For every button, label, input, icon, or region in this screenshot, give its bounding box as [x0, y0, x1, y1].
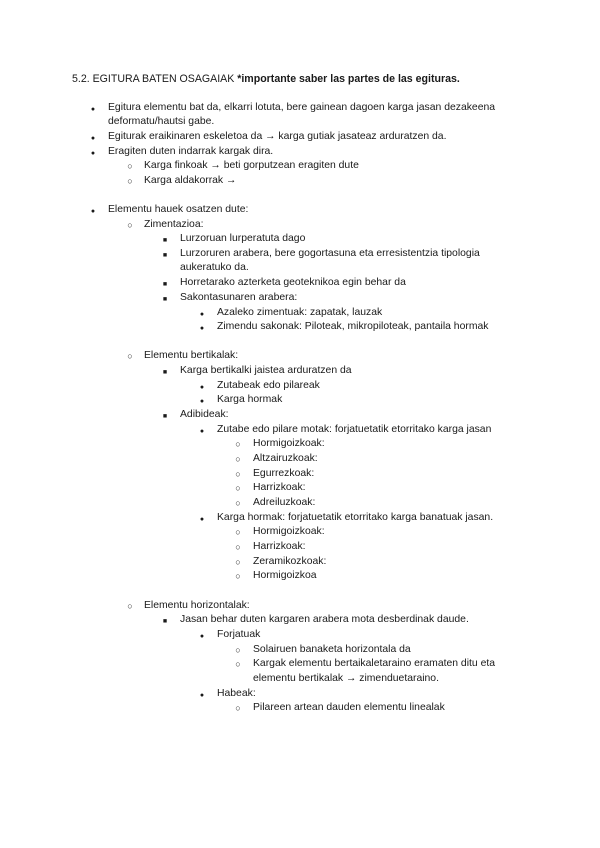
list-item-text: Horretarako azterketa geoteknikoa egin behar da [180, 277, 406, 288]
disc-bullet-icon [86, 203, 100, 220]
list-item-text: Karga hormak [217, 394, 283, 405]
circle-bullet-icon [231, 481, 245, 496]
list-item-text: Harrizkoak: [253, 482, 306, 493]
disc-bullet-icon [195, 511, 209, 528]
list-item-text: Karga bertikalki jaistea arduratzen da [180, 365, 352, 376]
list-item-text: Elementu hauek osatzen dute: [108, 204, 249, 215]
square-bullet-icon [158, 364, 172, 381]
list-item-text: deformatu/hautsi gabe. [108, 116, 215, 127]
disc-bullet-icon [195, 687, 209, 704]
square-bullet-icon [158, 291, 172, 308]
list-item-text: Egitura elementu bat da, elkarri lotuta, bere gainean dagoen karga jasan dezakeena [108, 102, 496, 113]
disc-bullet-icon [195, 320, 209, 337]
list-item-text: Hormigoizkoak: [253, 526, 325, 537]
list-item-text: Karga finkoak → beti gorputzean eragiten dute [144, 160, 359, 171]
list-item-text: Zimendu sakonak: Piloteak, mikropiloteak, pantaila hormak [217, 321, 489, 332]
circle-bullet-icon [123, 174, 137, 189]
disc-bullet-icon [86, 101, 100, 118]
list-item-text: Adibideak: [180, 409, 229, 420]
disc-bullet-icon [195, 423, 209, 440]
list-item-text: Jasan behar duten kargaren arabera mota desberdinak daude. [180, 614, 469, 625]
list-item-text: Zutabeak edo pilareak [217, 380, 320, 391]
list-item-text: Eragiten duten indarrak kargak dira. [108, 146, 274, 157]
list-item-text: Hormigoizkoak: [253, 438, 325, 449]
circle-bullet-icon [231, 496, 245, 511]
list-item-text: Pilareen artean dauden elementu linealak [253, 702, 445, 713]
list-item-text: Kargak elementu bertaikaletaraino eramaten ditu eta [253, 658, 496, 669]
circle-bullet-icon [123, 159, 137, 174]
circle-bullet-icon [231, 540, 245, 555]
circle-bullet-icon [231, 555, 245, 570]
square-bullet-icon [158, 408, 172, 425]
section-heading [72, 72, 460, 87]
list-item-text: Azaleko zimentuak: zapatak, lauzak [217, 307, 383, 318]
list-item-text: Zimentazioa: [144, 219, 204, 230]
square-bullet-icon [158, 247, 172, 264]
list-item-text: Karga hormak: forjatuetatik etorritako karga banatuak jasan. [217, 512, 494, 523]
circle-bullet-icon [231, 569, 245, 584]
circle-bullet-icon [231, 437, 245, 452]
list-item-text: Lurzoruan lurperatuta dago [180, 233, 306, 244]
heading-note: *importante saber las partes de las egituras. [237, 73, 460, 85]
circle-bullet-icon [231, 525, 245, 540]
disc-bullet-icon [195, 628, 209, 645]
circle-bullet-icon [231, 467, 245, 482]
list-item-text: Lurzoruren arabera, bere gogortasuna eta erresistentzia tipologia [180, 248, 480, 259]
list-item-text: Forjatuak [217, 629, 261, 640]
disc-bullet-icon [86, 145, 100, 162]
circle-bullet-icon [231, 643, 245, 658]
circle-bullet-icon [123, 218, 137, 233]
list-item-text: Sakontasunaren arabera: [180, 292, 298, 303]
circle-bullet-icon [123, 349, 137, 364]
list-item-text: aukeratuko da. [180, 262, 249, 273]
list-item-text: Egiturak eraikinaren eskeletoa da → karga gutiak jasateaz arduratzen da. [108, 131, 447, 142]
circle-bullet-icon [123, 599, 137, 614]
list-item-text: Hormigoizkoa [253, 570, 317, 581]
circle-bullet-icon [231, 452, 245, 467]
list-item-text: Egurrezkoak: [253, 468, 315, 479]
circle-bullet-icon [231, 657, 245, 672]
list-item-text: Altzairuzkoak: [253, 453, 318, 464]
list-item-text: Karga aldakorrak → [144, 175, 237, 186]
circle-bullet-icon [231, 701, 245, 716]
list-item-text: Zutabe edo pilare motak: forjatuetatik etorritako karga jasan [217, 424, 492, 435]
list-item-text: Harrizkoak: [253, 541, 306, 552]
list-item-text: Elementu bertikalak: [144, 350, 239, 361]
list-item-text: Zeramikozkoak: [253, 556, 327, 567]
list-item-text: elementu bertikalak → zimenduetaraino. [253, 673, 439, 684]
list-item-text: Adreiluzkoak: [253, 497, 316, 508]
heading-prefix: 5.2. EGITURA BATEN OSAGAIAK [72, 73, 238, 85]
list-item-text: Solairuen banaketa horizontala da [253, 644, 411, 655]
list-item-text: Elementu horizontalak: [144, 600, 250, 611]
list-item-text: Habeak: [217, 688, 256, 699]
square-bullet-icon [158, 613, 172, 630]
